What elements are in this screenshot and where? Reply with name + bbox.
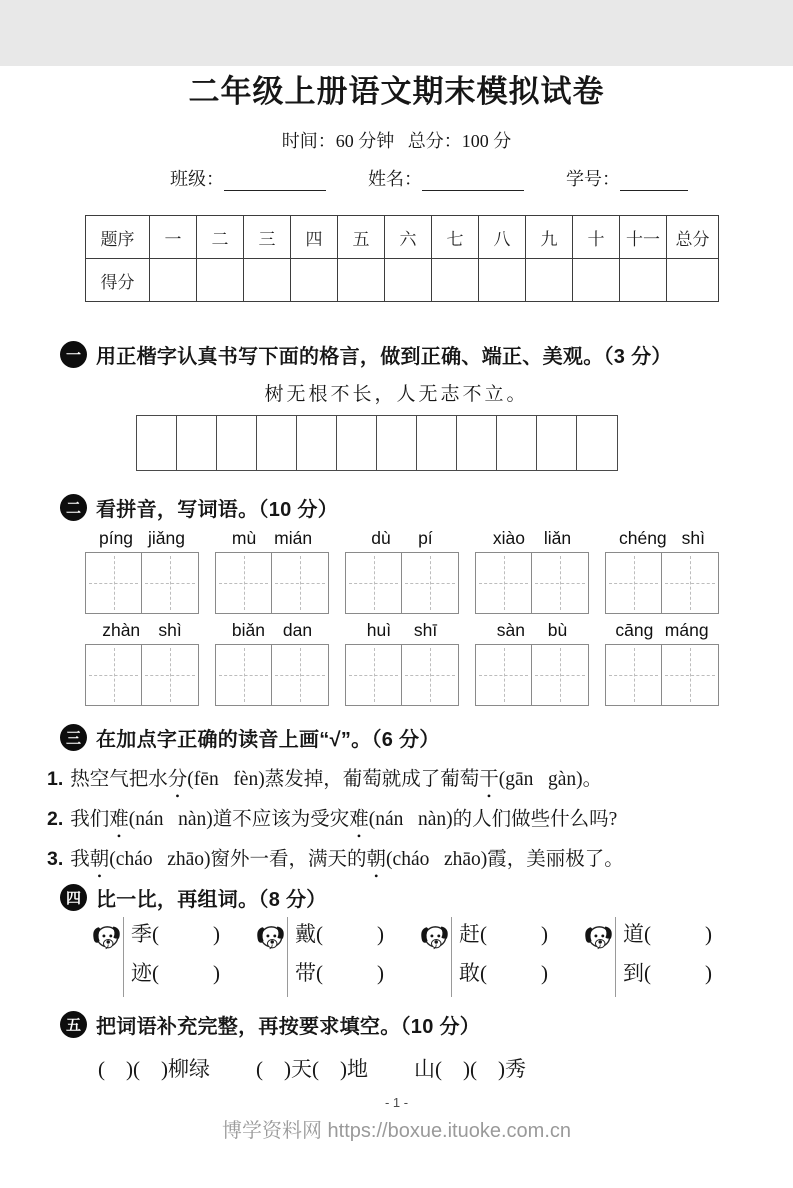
score-table-question-cell: 二 <box>197 216 244 259</box>
handwriting-cell <box>257 416 297 470</box>
score-table-empty-cell <box>197 259 244 302</box>
compare-character: 迹( <box>131 961 159 985</box>
score-table-question-cell: 十一 <box>620 216 667 259</box>
section-three-number-badge: 三 <box>60 724 87 751</box>
score-table-question-cell: 六 <box>385 216 432 259</box>
pinyin-row <box>84 620 720 706</box>
word-pair-block <box>414 920 566 994</box>
dog-icon <box>583 921 614 956</box>
handwriting-cell <box>217 416 257 470</box>
writing-cell <box>662 645 718 705</box>
writing-box <box>605 644 719 706</box>
pinyin-label <box>604 620 720 641</box>
pinyin-syllable: máng <box>664 620 709 640</box>
writing-cell <box>606 645 662 705</box>
handwriting-cell <box>377 416 417 470</box>
pinyin-syllable: zhàn <box>102 620 141 640</box>
pinyin-word-block <box>474 528 590 614</box>
student-field <box>170 165 326 191</box>
dog-icon-wrap <box>91 921 122 961</box>
writing-box <box>475 644 589 706</box>
pinyin-syllable: xiào <box>492 528 525 548</box>
compare-character: 赶( <box>459 922 487 946</box>
compare-character: 道( <box>623 922 651 946</box>
score-table-empty-cell <box>150 259 197 302</box>
page-number: - 1 - <box>384 1095 409 1110</box>
word-pairs-row <box>86 920 730 994</box>
handwriting-cell <box>337 416 377 470</box>
score-table-question-cell: 七 <box>432 216 479 259</box>
score-table-empty-cell <box>667 259 719 302</box>
score-table-question-cell: 总分 <box>667 216 719 259</box>
pinyin-word-block <box>604 620 720 706</box>
pinyin-word-block <box>84 528 200 614</box>
score-table-empty-cell <box>526 259 573 302</box>
word-pair-block <box>86 920 238 994</box>
score-table-empty-cell <box>620 259 667 302</box>
dotted-character: 难 <box>109 809 129 830</box>
score-table-empty-cell <box>479 259 526 302</box>
writing-box <box>345 552 459 614</box>
word-pair-row <box>295 957 384 987</box>
pinyin-label <box>214 528 330 549</box>
score-table-empty-cell <box>432 259 479 302</box>
writing-cell <box>86 553 142 613</box>
score-table-empty-cell <box>244 259 291 302</box>
dog-icon-wrap <box>255 921 286 961</box>
word-pair-rows <box>131 918 220 987</box>
writing-cell <box>346 645 402 705</box>
writing-cell <box>142 645 198 705</box>
pinyin-label <box>474 620 590 641</box>
sentence-text: (fēn fèn)蒸发掉，葡萄就成了葡萄 <box>187 769 480 790</box>
pinyin-syllable: píng <box>98 528 134 548</box>
compare-character: 季( <box>131 922 159 946</box>
pinyin-syllable: shì <box>158 620 182 640</box>
section-two-heading <box>60 493 793 522</box>
score-table-corner-label: 题序 <box>86 216 150 259</box>
student-field <box>368 165 524 191</box>
dog-icon-wrap <box>419 921 450 961</box>
writing-cell <box>142 553 198 613</box>
word-pair-row <box>131 957 220 987</box>
writing-cell <box>402 553 458 613</box>
exam-page <box>0 66 793 1188</box>
pinyin-word-block <box>84 620 200 706</box>
section-two-title: 看拼音，写词语。（10 分） <box>96 499 339 521</box>
section-three-title: 在加点字正确的读音上画“√”。（6 分） <box>96 729 440 751</box>
writing-cell <box>86 645 142 705</box>
dotted-character: 干 <box>479 769 499 790</box>
divider-line <box>451 917 452 997</box>
divider-line <box>287 917 288 997</box>
writing-box <box>475 552 589 614</box>
writing-box <box>345 644 459 706</box>
pinyin-label <box>344 620 460 641</box>
pinyin-word-block <box>344 620 460 706</box>
field-label: 姓名： <box>368 169 422 189</box>
dotted-character: 难 <box>349 809 369 830</box>
sentence-text: (nán nàn)道不应该为受灾 <box>128 809 350 830</box>
sentence-text: 我们 <box>70 809 110 830</box>
pinyin-syllable: huì <box>366 620 392 640</box>
writing-cell <box>402 645 458 705</box>
score-table-question-cell: 三 <box>244 216 291 259</box>
sentence-line <box>47 799 793 839</box>
writing-cell <box>216 645 272 705</box>
handwriting-cell <box>497 416 537 470</box>
section-five-title: 把词语补充完整，再按要求填空。（10 分） <box>96 1016 481 1038</box>
word-pair-rows <box>459 918 548 987</box>
section-two-number-badge: 二 <box>60 494 87 521</box>
writing-box <box>605 552 719 614</box>
writing-cell <box>272 553 328 613</box>
sentence-number: 2. <box>47 808 64 830</box>
handwriting-cell <box>577 416 617 470</box>
sentence-text: (cháo zhāo)窗外一看，满天的 <box>109 849 367 870</box>
phrase-completion-row <box>98 1053 793 1083</box>
dotted-character: 朝 <box>366 849 387 870</box>
writing-cell <box>532 553 588 613</box>
score-table-question-cell: 十 <box>573 216 620 259</box>
word-pair-rows <box>623 918 712 987</box>
writing-cell <box>272 645 328 705</box>
score-table-empty-cell <box>338 259 385 302</box>
sentence-text: (nán nàn)的人们做些什么吗? <box>368 809 618 830</box>
score-table-header-row <box>86 216 719 259</box>
field-blank-line <box>620 171 688 191</box>
sentence-line <box>47 759 793 799</box>
dog-icon <box>91 921 122 956</box>
section-four-title: 比一比，再组词。（8 分） <box>96 889 327 911</box>
section-one-heading <box>60 340 793 369</box>
word-pair-row <box>131 918 220 948</box>
pinyin-syllable: shī <box>413 620 438 640</box>
student-fields <box>170 165 793 191</box>
paren-close: ) <box>213 961 220 985</box>
pinyin-label <box>344 528 460 549</box>
pinyin-syllable: dù <box>371 528 391 548</box>
score-table-score-label: 得分 <box>86 259 150 302</box>
score-table-question-cell: 四 <box>291 216 338 259</box>
handwriting-cell <box>137 416 177 470</box>
score-table-question-cell: 五 <box>338 216 385 259</box>
pinyin-label <box>214 620 330 641</box>
score-table-empty-cell <box>385 259 432 302</box>
sentence-line <box>47 839 793 879</box>
pinyin-syllable: dan <box>282 620 313 640</box>
pinyin-row <box>84 528 720 614</box>
score-table-empty-cell <box>291 259 338 302</box>
writing-cell <box>476 645 532 705</box>
handwriting-cell <box>297 416 337 470</box>
compare-character: 到( <box>623 961 651 985</box>
word-pair-row <box>459 918 548 948</box>
word-pair-row <box>459 957 548 987</box>
paren-close: ) <box>377 922 384 946</box>
pronunciation-sentences <box>0 759 793 879</box>
pinyin-word-block <box>344 528 460 614</box>
compare-character: 敢( <box>459 961 487 985</box>
score-table-empty-cell <box>573 259 620 302</box>
writing-cell <box>346 553 402 613</box>
pinyin-label <box>474 528 590 549</box>
compare-character: 戴( <box>295 922 323 946</box>
pinyin-syllable: bù <box>547 620 568 640</box>
pinyin-word-block <box>474 620 590 706</box>
section-three-heading <box>60 723 793 752</box>
paren-close: ) <box>377 961 384 985</box>
dog-icon-wrap <box>583 921 614 961</box>
pinyin-label <box>604 528 720 549</box>
dog-icon <box>419 921 450 956</box>
writing-box <box>85 644 199 706</box>
writing-cell <box>216 553 272 613</box>
dotted-character: 朝 <box>89 849 110 870</box>
sentence-number: 1. <box>47 768 64 790</box>
section-one-number-badge: 一 <box>60 341 87 368</box>
word-pair-block <box>578 920 730 994</box>
pinyin-syllable: cāng <box>615 620 654 640</box>
writing-cell <box>606 553 662 613</box>
divider-line <box>615 917 616 997</box>
student-field <box>566 165 688 191</box>
writing-box <box>85 552 199 614</box>
pinyin-syllable: jiǎng <box>148 528 186 548</box>
pinyin-syllable: pí <box>418 528 433 548</box>
pinyin-syllable: mián <box>274 528 313 548</box>
score-table-question-cell: 九 <box>526 216 573 259</box>
sentence-number: 3. <box>47 848 64 870</box>
score-table-question-cell: 八 <box>479 216 526 259</box>
page-title: 二年级上册语文期末模拟试卷 <box>188 74 605 109</box>
sentence-text: (cháo zhāo)霞，美丽极了。 <box>386 849 624 870</box>
score-table-question-cell: 一 <box>150 216 197 259</box>
pinyin-label <box>84 528 200 549</box>
section-five-heading <box>60 1010 793 1039</box>
word-pair-row <box>295 918 384 948</box>
word-pair-row <box>623 918 712 948</box>
pinyin-syllable: sàn <box>496 620 525 640</box>
field-label: 班级： <box>170 169 224 189</box>
pinyin-syllable: chéng <box>618 528 667 548</box>
writing-cell <box>476 553 532 613</box>
word-pair-block <box>250 920 402 994</box>
pinyin-syllable: shì <box>681 528 706 548</box>
divider-line <box>123 917 124 997</box>
phrase-blank-item: ( )( )柳绿 <box>98 1057 210 1081</box>
exam-meta: 时间：60 分钟 总分：100 分 <box>281 131 512 151</box>
pinyin-word-block <box>604 528 720 614</box>
handwriting-cell <box>417 416 457 470</box>
handwriting-cell <box>537 416 577 470</box>
dotted-character: 分 <box>167 769 188 790</box>
pinyin-word-block <box>214 620 330 706</box>
phrase-blank-item: 山( )( )秀 <box>413 1057 526 1081</box>
pinyin-syllable: biǎn <box>231 620 265 640</box>
pinyin-word-block <box>214 528 330 614</box>
section-one-title: 用正楷字认真书写下面的格言，做到正确、端正、美观。（3 分） <box>96 346 672 368</box>
paren-close: ) <box>705 961 712 985</box>
writing-box <box>215 644 329 706</box>
field-blank-line <box>422 171 524 191</box>
compare-character: 带( <box>295 961 323 985</box>
dog-icon <box>255 921 286 956</box>
footer-site-link: 博学资料网 https://boxue.ituoke.com.cn <box>221 1120 572 1142</box>
pinyin-syllable: liǎn <box>543 528 572 548</box>
section-five-number-badge: 五 <box>60 1011 87 1038</box>
word-pair-row <box>623 957 712 987</box>
paren-close: ) <box>541 961 548 985</box>
paren-close: ) <box>705 922 712 946</box>
paren-close: ) <box>541 922 548 946</box>
writing-cell <box>662 553 718 613</box>
handwriting-cell <box>177 416 217 470</box>
copy-quote: 树无根不长，人无志不立。 <box>264 384 529 405</box>
phrase-blank-item: ( )天( )地 <box>255 1057 368 1081</box>
handwriting-cell <box>457 416 497 470</box>
paren-close: ) <box>213 922 220 946</box>
handwriting-grid <box>136 415 618 471</box>
writing-box <box>215 552 329 614</box>
score-table-score-row <box>86 259 719 302</box>
pinyin-label <box>84 620 200 641</box>
sentence-text: 热空气把水 <box>70 769 168 790</box>
field-label: 学号： <box>566 169 620 189</box>
field-blank-line <box>224 171 326 191</box>
writing-cell <box>532 645 588 705</box>
section-four-heading <box>60 883 793 912</box>
word-pair-rows <box>295 918 384 987</box>
section-four-number-badge: 四 <box>60 884 87 911</box>
score-table <box>85 215 719 302</box>
pinyin-syllable: mù <box>231 528 257 548</box>
pinyin-writing-area <box>0 528 793 706</box>
sentence-text: 我 <box>70 849 90 870</box>
sentence-text: (gān gàn)。 <box>498 769 603 790</box>
